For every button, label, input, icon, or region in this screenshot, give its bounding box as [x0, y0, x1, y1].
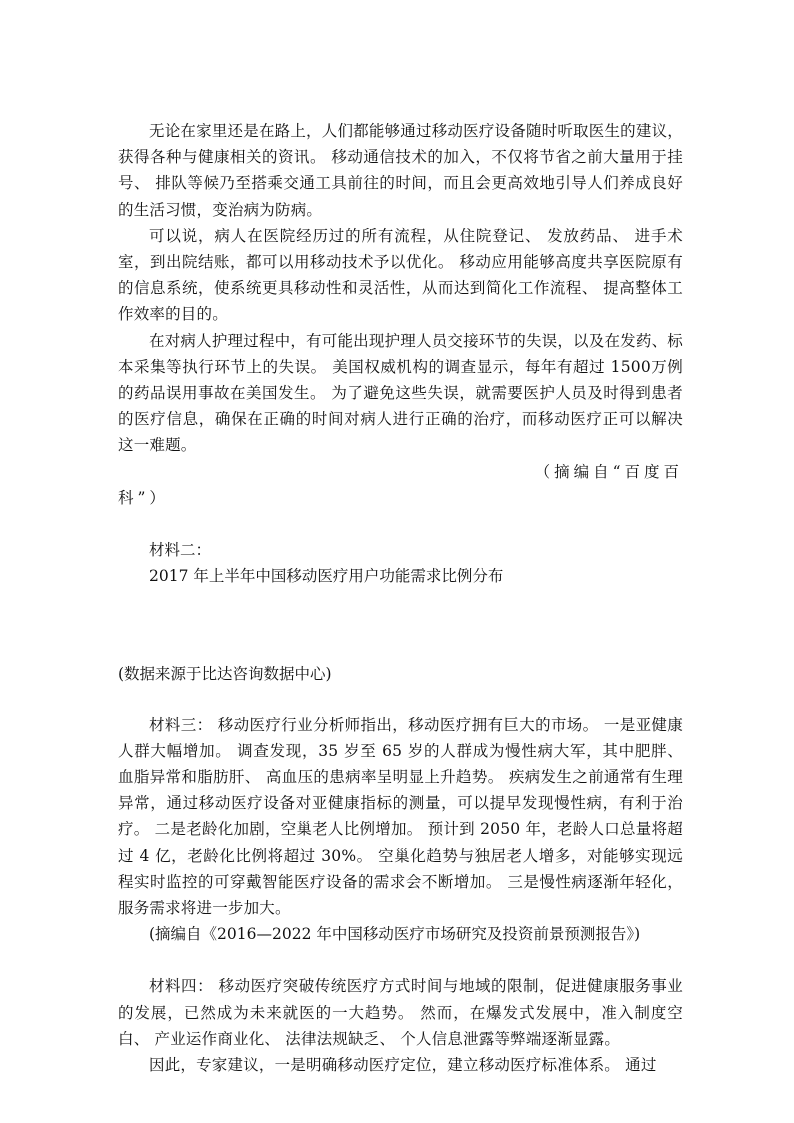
paragraph-2: 可以说，病人在医院经历过的所有流程，从住院登记、 发放药品、 进手术室，到出院结账，都可以用移动技术予以优化。 移动应用能够高度共享医院原有的信息系统，使系统更具移动性和灵活性，从而达到简化工作流程、 提高整体工作效率的目的。 — [118, 226, 683, 324]
paragraph-expert-advice: 因此，专家建议，一是明确移动医疗定位，建立移动医疗标准体系。 通过 — [149, 1056, 657, 1075]
data-source-note: (数据来源于比达咨询数据中心) — [118, 665, 332, 684]
spacer — [118, 511, 683, 537]
source-citation-1: （摘编自“百度百 — [534, 462, 683, 481]
paragraph-material-4: 材料四： 移动医疗突破传统医疗方式时间与地域的限制，促进健康服务事业的发展，已然成为未来就医的一大趋势。 然而，在爆发式发展中，准入制度空白、 产业运作商业化、 法律法规缺乏、 个人信息泄露等弊端逐渐显露。 — [118, 977, 683, 1048]
material-2-label: 材料二： — [149, 541, 212, 560]
spacer — [118, 947, 683, 973]
paragraph-material-3: 材料三： 移动医疗行业分析师指出，移动医疗拥有巨大的市场。 一是亚健康人群大幅增加。 调查发现，35 岁至 65 岁的人群成为慢性病大军，其中肥胖、 血脂异常和脂肪肝、 高血压的患病率呈明显上升趋势。 疾病发生之前通常有生理异常，通过移动医疗设备对亚健康指标的测量，可以提早发现慢性病，有利于治疗。 二是老龄化加剧，空巢老人比例增加。 预计到 2050 年，老龄人口总量将超过 4 亿，老龄化比例将超过 30%。 空巢化趋势与独居老人增多，对能够实现远程实时监控的可穿戴智能医疗设备的需求会不断增加。 三是慢性病逐渐年轻化，服务需求将进一步加大。 — [118, 715, 683, 918]
spacer — [118, 688, 683, 712]
chart-placeholder — [118, 589, 683, 661]
source-citation-3: (摘编自《2016—2022 年中国移动医疗市场研究及投资前景预测报告》) — [149, 925, 641, 944]
paragraph-1: 无论在家里还是在路上，人们都能够通过移动医疗设备随时听取医生的建议，获得各种与健康相关的资讯。 移动通信技术的加入，不仅将节省之前大量用于挂号、 排队等候乃至搭乘交通工具前往的时间，而且会更高效地引导人们养成良好的生活习惯，变治病为防病。 — [118, 122, 683, 219]
source-citation-1-continued: 科”） — [118, 488, 169, 507]
paragraph-3: 在对病人护理过程中，有可能出现护理人员交接环节的失误，以及在发药、标本采集等执行环节上的失误。 美国权威机构的调查显示，每年有超过 1500万例的药品误用事故在美国发生。 为了避免这些失误，就需要医护人员及时得到患者的医疗信息，确保在正确的时间对病人进行正确的治疗，而移动医疗正可以解决这一难题。 — [118, 331, 683, 455]
document-page — [118, 118, 683, 1078]
chart-title: 2017 年上半年中国移动医疗用户功能需求比例分布 — [149, 567, 504, 586]
